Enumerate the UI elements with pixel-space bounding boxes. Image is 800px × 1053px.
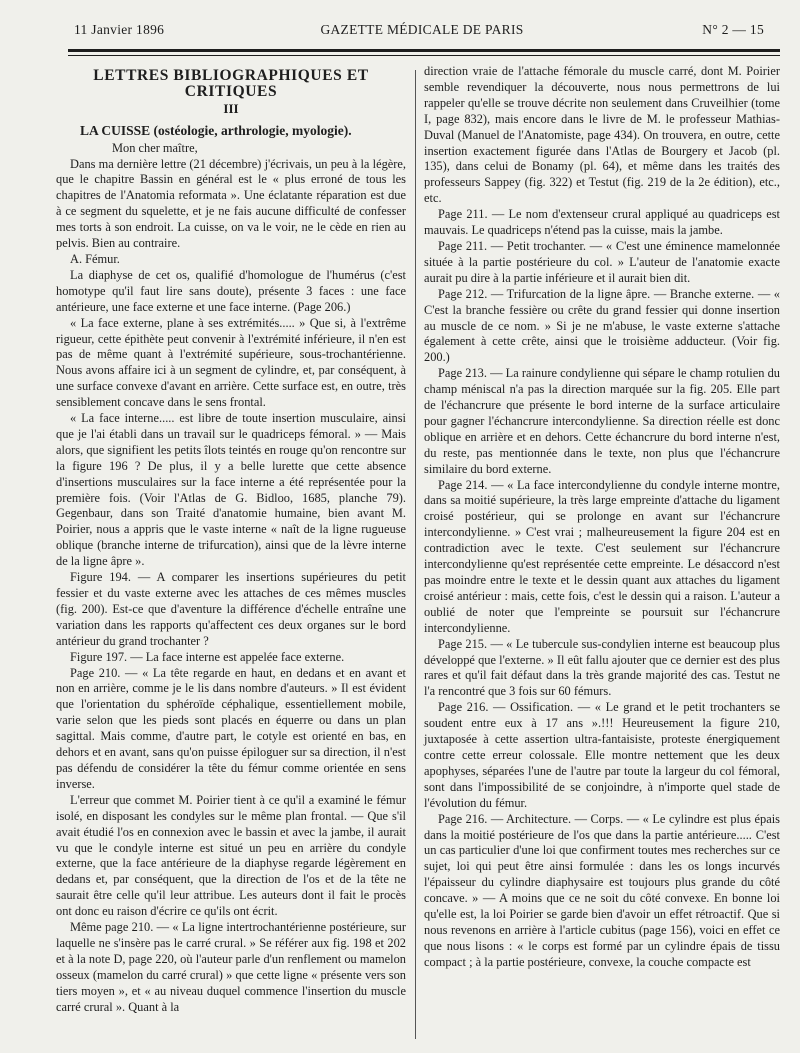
salutation: Mon cher maître, <box>112 140 198 155</box>
page-number: N° 2 — 15 <box>702 22 764 37</box>
header-rule-thin <box>68 55 780 56</box>
paragraph: Page 212. — Trifurcation de la ligne âpre. — Branche externe. — « C'est la branche fessière ou crête du grand fessier qui donne insertion au muscle de ce nom. » Si je ne m'abuse, le vaste externe s'attache également à cette crête, ainsi que le troisième adducteur. (Voir fig. 200.) <box>424 286 780 365</box>
article-subtitle: LA CUISSE (ostéologie, arthrologie, myologie). <box>80 122 352 138</box>
paragraph: Page 216. — Architecture. — Corps. — « Le cylindre est plus épais dans la moitié postérieure de l'os que dans la partie antérieure..... C'est un cas particulier d'une loi que confirment toutes mes recherches sur ce sujet, loi qui peut être ainsi formulée : dans les os longs incurvés l'épaisseur du cylindre diaphysaire est toujours plus grande du côté concave. » — A moins que ce ne soit du côté convexe. En bonne loi qu'elle est, la loi Poirier se garde bien d'avoir un effet rétroactif. Que si nous revenons en arrière à l'article cubitus (page 156), voici en effet ce que nous lisons : « le corps est formé par un cylindre épais de tissu compact ; à la partie postérieure, convexe, la couche compacte est <box>424 811 780 969</box>
paragraph: « La face externe, plane à ses extrémités..... » Que si, à l'extrême rigueur, cette épithète peut convenir à l'extrémité inférieure, il n'en est pas de même quant à l'extrémité supérieure, sous-trochantérienne. Nous avons affaire ici à un segment de cylindre, et, par conséquent, à une surface convexe d'avant en arrière. Cette surface est, en outre, très sensiblement concave dans le sens frontal. <box>56 315 406 410</box>
paragraph: L'erreur que commet M. Poirier tient à ce qu'il a examiné le fémur isolé, en disposant les condyles sur le même plan frontal. — Que s'il avait étudié l'os en connexion avec le bassin et avec la jambe, il aurait vu que le condyle interne est situé un peu en arrière du condyle externe, que la face antérieure de la diaphyse regarde légèrement en dedans et, par conséquent, que la direction de l'os et de la tête ne saurait être celle qu'il leur attribue. Les auteurs dont il fait le procès ont donc eu raison d'écrire ce qu'ils ont écrit. <box>56 792 406 919</box>
column-divider <box>415 70 416 1039</box>
article-title: LETTRES BIBLIOGRAPHIQUES ET CRITIQUES <box>93 67 369 100</box>
paragraph: Figure 194. — A comparer les insertions supérieures du petit fessier et du vaste externe avec les attaches de ces mêmes muscles (fig. 200). Est-ce que d'aventure la différence d'échelle entraîne une variation dans les rapports qu'affectent ces deux organes sur le bord antérieur du grand trochanter ? <box>56 570 406 648</box>
left-column <box>56 64 406 1015</box>
paragraph: La diaphyse de cet os, qualifié d'homologue de l'humérus (c'est homotype qu'il faut lire sans doute), présente 3 faces : une face antérieure, une face externe et une face interne. (Page 206.) <box>56 267 406 314</box>
paragraph: « La face interne..... est libre de toute insertion musculaire, ainsi que je l'ai établi dans un travail sur le quadriceps fémoral. » — Mais alors, que signifient les petits îlots teintés en rouge qu'on rencontre sur la figure 196 ? De plus, il y a belle lurette que cette absence d'insertions musculaires sur la face interne a été représentée pour la première fois. (Voir l'Atlas de G. Bidloo, 1685, planche 79). Gegenbaur, dans son Traité d'anatomie humaine, bien avant M. Poirier, nous a appris que le vaste interne « naît de la ligne rugueuse oblique (branche interne de trifurcation), ainsi que de la lèvre interne de la ligne âpre ». <box>56 411 406 569</box>
paragraph: Page 213. — La rainure condylienne qui sépare le champ rotulien du champ méniscal n'a pas la direction marquée sur la fig. 205. Elle part de l'échancrure que présente le bord interne de la surface articulaire pour gagner l'échancrure intercondylienne. Sa direction réelle est donc oblique en arrière et en dehors. Cette échancrure du bord interne n'est, du reste, pas mentionnée dans le texte, non plus que l'échancrure similaire du bord externe. <box>424 366 780 476</box>
header-rule-thick <box>68 49 780 52</box>
paragraph: Figure 197. — La face interne est appelée face externe. <box>70 649 345 664</box>
paragraph: Page 216. — Ossification. — « Le grand et le petit trochanters se soudent entre eux à 17 ans ».!!! Heureusement la figure 210, juxtaposée à cette assertion ultra-fantaisiste, proteste énergiquement contre cette erreur colossale. Elle montre nettement que les deux apophyses, séparées l'une de l'autre par toute la largeur du col fémoral, sont dans l'impossibilité de se conjoindre, à n'importe quel stade de l'évolution du fémur. <box>424 700 780 810</box>
section-heading: A. Fémur. <box>70 251 120 266</box>
paragraph: Page 214. — « La face intercondylienne du condyle interne montre, dans sa moitié supérieure, la très large empreinte d'attache du ligament croisé postérieur, qui se prolonge en avant sur l'échancrure intercondylienne. » C'est vrai ; malheureusement la figure 204 est en contradiction avec le texte. C'est seulement sur l'échancrure intercondylienne qu'est représentée cette empreinte. Le désaccord n'est pas moindre entre le texte et le dessin quant aux attaches du ligament croisé antérieur : mais, cette fois, c'est le dessin qui a raison. L'auteur a oublié de noter que l'empreinte se poursuit sur l'échancrure intercondylienne. <box>424 477 780 635</box>
paragraph-continued: direction vraie de l'attache fémorale du muscle carré, dont M. Poirier semble revendiquer la découverte, nous nous permettrons de lui rappeler qu'elle se trouve décrite non seulement dans Cruveilhier (tome I, page 832), mais encore dans le livre de M. le professeur Mathias-Duval (Manuel de l'Anatomiste, page 434). On trouvera, en outre, cette insertion exactement figurée dans l'Atlas de Bourgery et Jacob (pl. 135), dans celui de Bonamy (pl. 64), et même dans les traités des professeurs Sappey (fig. 322) et Testut (fig. 219 de la 2e édition), etc., etc. <box>424 64 780 206</box>
right-column <box>424 64 780 971</box>
paragraph: Page 210. — « La tête regarde en haut, en dedans et en avant et non en arrière, comme je le lis dans nombre d'auteurs. » Il est évident que l'orientation du sphéroïde céphalique, essentiellement mobile, varie selon que les pieds sont placés en équerre ou dans un plan sagittal. Mais comme, d'autre part, le cotyle est orienté en bas, en dehors et en avant, sans qu'on puisse épiloguer sur sa direction, il n'est pas défendu de considérer la tête du fémur comme orientée en sens inverse. <box>56 665 406 791</box>
article-number: III <box>223 100 239 116</box>
journal-title: GAZETTE MÉDICALE DE PARIS <box>320 22 524 37</box>
paragraph: Page 211. — Petit trochanter. — « C'est une éminence mamelonnée située à la partie postérieure du col. » L'auteur de l'anatomie exacte aurait pu dire à la partie inférieure et il aurait bien dit. <box>424 238 780 285</box>
paragraph: Page 215. — « Le tubercule sus-condylien interne est beaucoup plus développé que l'externe. » Il eût fallu ajouter que ce dernier est des plus rares et qu'il fait défaut dans la très grande majorité des cas. Testut ne l'a rencontré que 3 fois sur 60 fémurs. <box>424 636 780 699</box>
paragraph: Dans ma dernière lettre (21 décembre) j'écrivais, un peu à la légère, que le chapitre Bassin en général est le « plus erroné de tous les chapitres de l'Anatomia reformata ». Une éclatante réparation est due à ce segment du squelette, et je ne fais aucune difficulté de confesser mes torts à son endroit. La cuisse, on va le voir, ne le cède en rien au pelvis. Bien au contraire. <box>56 156 406 251</box>
running-head <box>74 22 770 42</box>
paragraph: Page 211. — Le nom d'extenseur crural appliqué au quadriceps est mauvais. Le quadriceps n'étend pas la cuisse, mais la jambe. <box>424 207 780 238</box>
paragraph: Même page 210. — « La ligne intertrochantérienne postérieure, sur laquelle ne s'insère pas le carré crural. » Se référer aux fig. 198 et 202 et à la note D, page 220, où l'auteur parle d'un renflement ou mamelon osseux (mamelon du carré crural) » que cette ligne « présente vers son tiers moyen », et « au niveau duquel commence l'insertion du muscle carré crural ». Quant à la <box>56 920 406 1014</box>
issue-date: 11 Janvier 1896 <box>74 22 165 37</box>
